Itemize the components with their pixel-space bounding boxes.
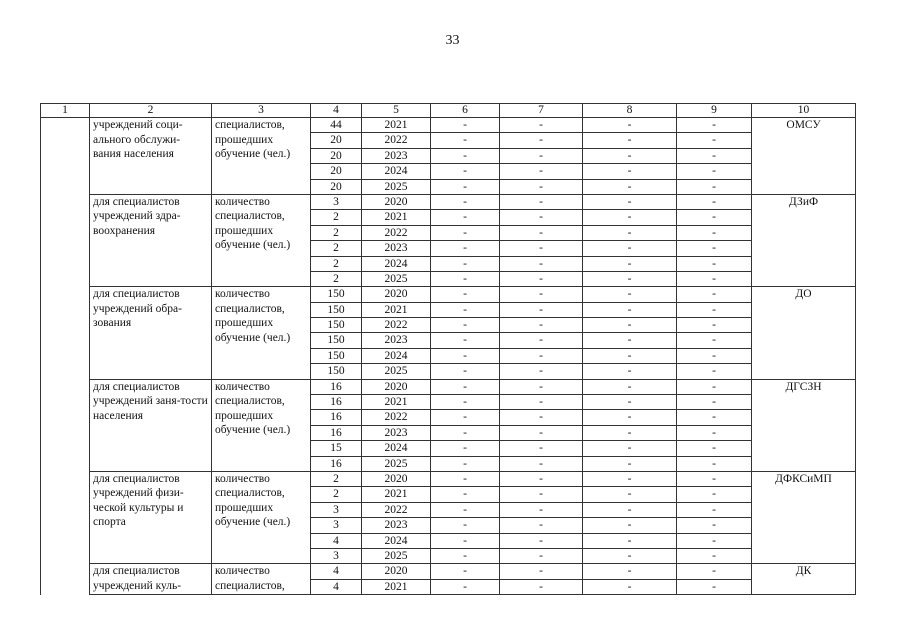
value-cell: 3 <box>311 502 362 517</box>
dash-cell: - <box>500 256 583 271</box>
organization-cell: ДЗиФ <box>752 194 856 286</box>
year-cell: 2025 <box>362 456 431 471</box>
dash-cell: - <box>431 148 500 163</box>
value-cell: 4 <box>311 533 362 548</box>
header-cell: 9 <box>677 104 752 118</box>
indicator-cell: количество специалистов, <box>212 564 311 595</box>
dash-cell: - <box>500 225 583 240</box>
dash-cell: - <box>500 533 583 548</box>
value-cell: 2 <box>311 210 362 225</box>
description-cell: для специалистов учреждений физи-ческой культуры и спорта <box>90 471 212 563</box>
description-cell: для специалистов учреждений обра-зования <box>90 287 212 379</box>
dash-cell: - <box>500 548 583 563</box>
dash-cell: - <box>583 456 677 471</box>
year-cell: 2025 <box>362 179 431 194</box>
indicator-cell: количество специалистов, прошедших обучение (чел.) <box>212 379 311 471</box>
dash-cell: - <box>500 148 583 163</box>
value-cell: 16 <box>311 410 362 425</box>
dash-cell: - <box>500 118 583 133</box>
dash-cell: - <box>583 241 677 256</box>
page-number: 33 <box>445 33 460 48</box>
value-cell: 20 <box>311 164 362 179</box>
table-row <box>41 287 856 302</box>
year-cell: 2022 <box>362 502 431 517</box>
dash-cell: - <box>677 425 752 440</box>
year-cell: 2023 <box>362 333 431 348</box>
dash-cell: - <box>677 333 752 348</box>
dash-cell: - <box>431 256 500 271</box>
dash-cell: - <box>500 564 583 579</box>
value-cell: 2 <box>311 225 362 240</box>
value-cell: 15 <box>311 441 362 456</box>
header-cell: 7 <box>500 104 583 118</box>
dash-cell: - <box>500 471 583 486</box>
dash-cell: - <box>677 564 752 579</box>
dash-cell: - <box>500 318 583 333</box>
description-cell: учреждений соци-ального обслужи-вания населения <box>90 118 212 195</box>
dash-cell: - <box>500 441 583 456</box>
dash-cell: - <box>431 518 500 533</box>
dash-cell: - <box>583 225 677 240</box>
year-cell: 2022 <box>362 410 431 425</box>
table-body <box>41 104 856 595</box>
year-cell: 2021 <box>362 210 431 225</box>
dash-cell: - <box>431 271 500 286</box>
year-cell: 2020 <box>362 287 431 302</box>
dash-cell: - <box>677 533 752 548</box>
value-cell: 150 <box>311 302 362 317</box>
dash-cell: - <box>431 225 500 240</box>
dash-cell: - <box>583 133 677 148</box>
description-cell: для специалистов учреждений заня-тости населения <box>90 379 212 471</box>
dash-cell: - <box>431 318 500 333</box>
dash-cell: - <box>677 502 752 517</box>
description-cell: для специалистов учреждений куль- <box>90 564 212 595</box>
year-cell: 2020 <box>362 194 431 209</box>
year-cell: 2021 <box>362 302 431 317</box>
value-cell: 3 <box>311 548 362 563</box>
dash-cell: - <box>677 441 752 456</box>
dash-cell: - <box>431 348 500 363</box>
dash-cell: - <box>500 348 583 363</box>
year-cell: 2021 <box>362 118 431 133</box>
dash-cell: - <box>583 333 677 348</box>
dash-cell: - <box>500 518 583 533</box>
value-cell: 2 <box>311 471 362 486</box>
dash-cell: - <box>431 410 500 425</box>
dash-cell: - <box>431 133 500 148</box>
indicator-cell: количество специалистов, прошедших обучение (чел.) <box>212 194 311 286</box>
value-cell: 20 <box>311 179 362 194</box>
dash-cell: - <box>677 118 752 133</box>
dash-cell: - <box>583 487 677 502</box>
dash-cell: - <box>583 179 677 194</box>
year-cell: 2024 <box>362 348 431 363</box>
dash-cell: - <box>431 241 500 256</box>
dash-cell: - <box>583 271 677 286</box>
dash-cell: - <box>677 364 752 379</box>
dash-cell: - <box>677 210 752 225</box>
dash-cell: - <box>583 164 677 179</box>
year-cell: 2020 <box>362 471 431 486</box>
value-cell: 3 <box>311 518 362 533</box>
year-cell: 2024 <box>362 164 431 179</box>
year-cell: 2022 <box>362 133 431 148</box>
dash-cell: - <box>583 118 677 133</box>
dash-cell: - <box>500 194 583 209</box>
dash-cell: - <box>677 456 752 471</box>
dash-cell: - <box>431 441 500 456</box>
value-cell: 150 <box>311 318 362 333</box>
dash-cell: - <box>677 348 752 363</box>
dash-cell: - <box>431 425 500 440</box>
dash-cell: - <box>500 425 583 440</box>
dash-cell: - <box>431 210 500 225</box>
organization-cell: ДК <box>752 564 856 595</box>
dash-cell: - <box>677 487 752 502</box>
dash-cell: - <box>677 548 752 563</box>
year-cell: 2022 <box>362 318 431 333</box>
dash-cell: - <box>431 364 500 379</box>
table-row <box>41 471 856 486</box>
header-cell: 5 <box>362 104 431 118</box>
dash-cell: - <box>500 210 583 225</box>
value-cell: 150 <box>311 364 362 379</box>
header-cell: 10 <box>752 104 856 118</box>
dash-cell: - <box>583 318 677 333</box>
dash-cell: - <box>500 241 583 256</box>
dash-cell: - <box>431 502 500 517</box>
year-cell: 2022 <box>362 225 431 240</box>
dash-cell: - <box>431 287 500 302</box>
organization-cell: ДФКСиМП <box>752 471 856 563</box>
dash-cell: - <box>431 395 500 410</box>
dash-cell: - <box>431 333 500 348</box>
header-cell: 4 <box>311 104 362 118</box>
dash-cell: - <box>431 487 500 502</box>
year-cell: 2021 <box>362 579 431 594</box>
dash-cell: - <box>583 441 677 456</box>
value-cell: 16 <box>311 395 362 410</box>
header-cell: 3 <box>212 104 311 118</box>
dash-cell: - <box>583 533 677 548</box>
year-cell: 2023 <box>362 148 431 163</box>
dash-cell: - <box>677 256 752 271</box>
header-cell: 8 <box>583 104 677 118</box>
dash-cell: - <box>500 456 583 471</box>
dash-cell: - <box>583 364 677 379</box>
dash-cell: - <box>677 148 752 163</box>
dash-cell: - <box>677 518 752 533</box>
year-cell: 2024 <box>362 441 431 456</box>
value-cell: 150 <box>311 333 362 348</box>
year-cell: 2024 <box>362 256 431 271</box>
value-cell: 44 <box>311 118 362 133</box>
dash-cell: - <box>583 379 677 394</box>
year-cell: 2023 <box>362 241 431 256</box>
dash-cell: - <box>431 379 500 394</box>
dash-cell: - <box>583 471 677 486</box>
year-cell: 2025 <box>362 364 431 379</box>
dash-cell: - <box>431 564 500 579</box>
dash-cell: - <box>677 271 752 286</box>
dash-cell: - <box>677 133 752 148</box>
table-row <box>41 564 856 579</box>
value-cell: 20 <box>311 133 362 148</box>
dash-cell: - <box>500 333 583 348</box>
dash-cell: - <box>431 548 500 563</box>
year-cell: 2020 <box>362 379 431 394</box>
year-cell: 2020 <box>362 564 431 579</box>
dash-cell: - <box>583 302 677 317</box>
dash-cell: - <box>431 164 500 179</box>
dash-cell: - <box>677 379 752 394</box>
dash-cell: - <box>677 179 752 194</box>
organization-cell: ДГСЗН <box>752 379 856 471</box>
dash-cell: - <box>500 502 583 517</box>
dash-cell: - <box>431 179 500 194</box>
dash-cell: - <box>500 287 583 302</box>
header-row <box>41 104 856 118</box>
table-row <box>41 194 856 209</box>
dash-cell: - <box>500 271 583 286</box>
dash-cell: - <box>431 533 500 548</box>
value-cell: 4 <box>311 579 362 594</box>
organization-cell: ОМСУ <box>752 118 856 195</box>
dash-cell: - <box>431 471 500 486</box>
dash-cell: - <box>583 148 677 163</box>
dash-cell: - <box>431 194 500 209</box>
dash-cell: - <box>677 302 752 317</box>
dash-cell: - <box>677 194 752 209</box>
indicator-cell: количество специалистов, прошедших обучение (чел.) <box>212 471 311 563</box>
organization-cell: ДО <box>752 287 856 379</box>
value-cell: 2 <box>311 487 362 502</box>
dash-cell: - <box>677 164 752 179</box>
year-cell: 2025 <box>362 548 431 563</box>
year-cell: 2021 <box>362 395 431 410</box>
value-cell: 3 <box>311 194 362 209</box>
dash-cell: - <box>677 579 752 594</box>
header-cell: 1 <box>41 104 90 118</box>
dash-cell: - <box>583 548 677 563</box>
dash-cell: - <box>583 395 677 410</box>
dash-cell: - <box>500 487 583 502</box>
dash-cell: - <box>500 410 583 425</box>
dash-cell: - <box>431 456 500 471</box>
dash-cell: - <box>583 518 677 533</box>
dash-cell: - <box>431 302 500 317</box>
year-cell: 2023 <box>362 425 431 440</box>
year-cell: 2021 <box>362 487 431 502</box>
dash-cell: - <box>500 133 583 148</box>
dash-cell: - <box>431 579 500 594</box>
program-table <box>40 103 856 595</box>
dash-cell: - <box>677 410 752 425</box>
value-cell: 150 <box>311 348 362 363</box>
dash-cell: - <box>583 256 677 271</box>
dash-cell: - <box>583 579 677 594</box>
indicator-cell: количество специалистов, прошедших обучение (чел.) <box>212 287 311 379</box>
dash-cell: - <box>677 395 752 410</box>
year-cell: 2023 <box>362 518 431 533</box>
dash-cell: - <box>677 318 752 333</box>
dash-cell: - <box>583 287 677 302</box>
dash-cell: - <box>583 210 677 225</box>
dash-cell: - <box>583 348 677 363</box>
header-cell: 2 <box>90 104 212 118</box>
dash-cell: - <box>677 287 752 302</box>
dash-cell: - <box>500 395 583 410</box>
header-cell: 6 <box>431 104 500 118</box>
dash-cell: - <box>677 225 752 240</box>
dash-cell: - <box>583 410 677 425</box>
dash-cell: - <box>677 241 752 256</box>
dash-cell: - <box>583 425 677 440</box>
dash-cell: - <box>500 164 583 179</box>
dash-cell: - <box>583 502 677 517</box>
description-cell: для специалистов учреждений здра-воохранения <box>90 194 212 286</box>
value-cell: 4 <box>311 564 362 579</box>
year-cell: 2025 <box>362 271 431 286</box>
number-cell <box>41 118 90 595</box>
value-cell: 2 <box>311 241 362 256</box>
table-row <box>41 118 856 133</box>
value-cell: 2 <box>311 271 362 286</box>
dash-cell: - <box>677 471 752 486</box>
dash-cell: - <box>500 179 583 194</box>
dash-cell: - <box>500 302 583 317</box>
dash-cell: - <box>500 379 583 394</box>
dash-cell: - <box>583 564 677 579</box>
dash-cell: - <box>500 364 583 379</box>
value-cell: 16 <box>311 379 362 394</box>
dash-cell: - <box>583 194 677 209</box>
value-cell: 16 <box>311 456 362 471</box>
dash-cell: - <box>431 118 500 133</box>
dash-cell: - <box>500 579 583 594</box>
value-cell: 150 <box>311 287 362 302</box>
table-row <box>41 379 856 394</box>
year-cell: 2024 <box>362 533 431 548</box>
value-cell: 16 <box>311 425 362 440</box>
value-cell: 20 <box>311 148 362 163</box>
indicator-cell: специалистов, прошедших обучение (чел.) <box>212 118 311 195</box>
value-cell: 2 <box>311 256 362 271</box>
